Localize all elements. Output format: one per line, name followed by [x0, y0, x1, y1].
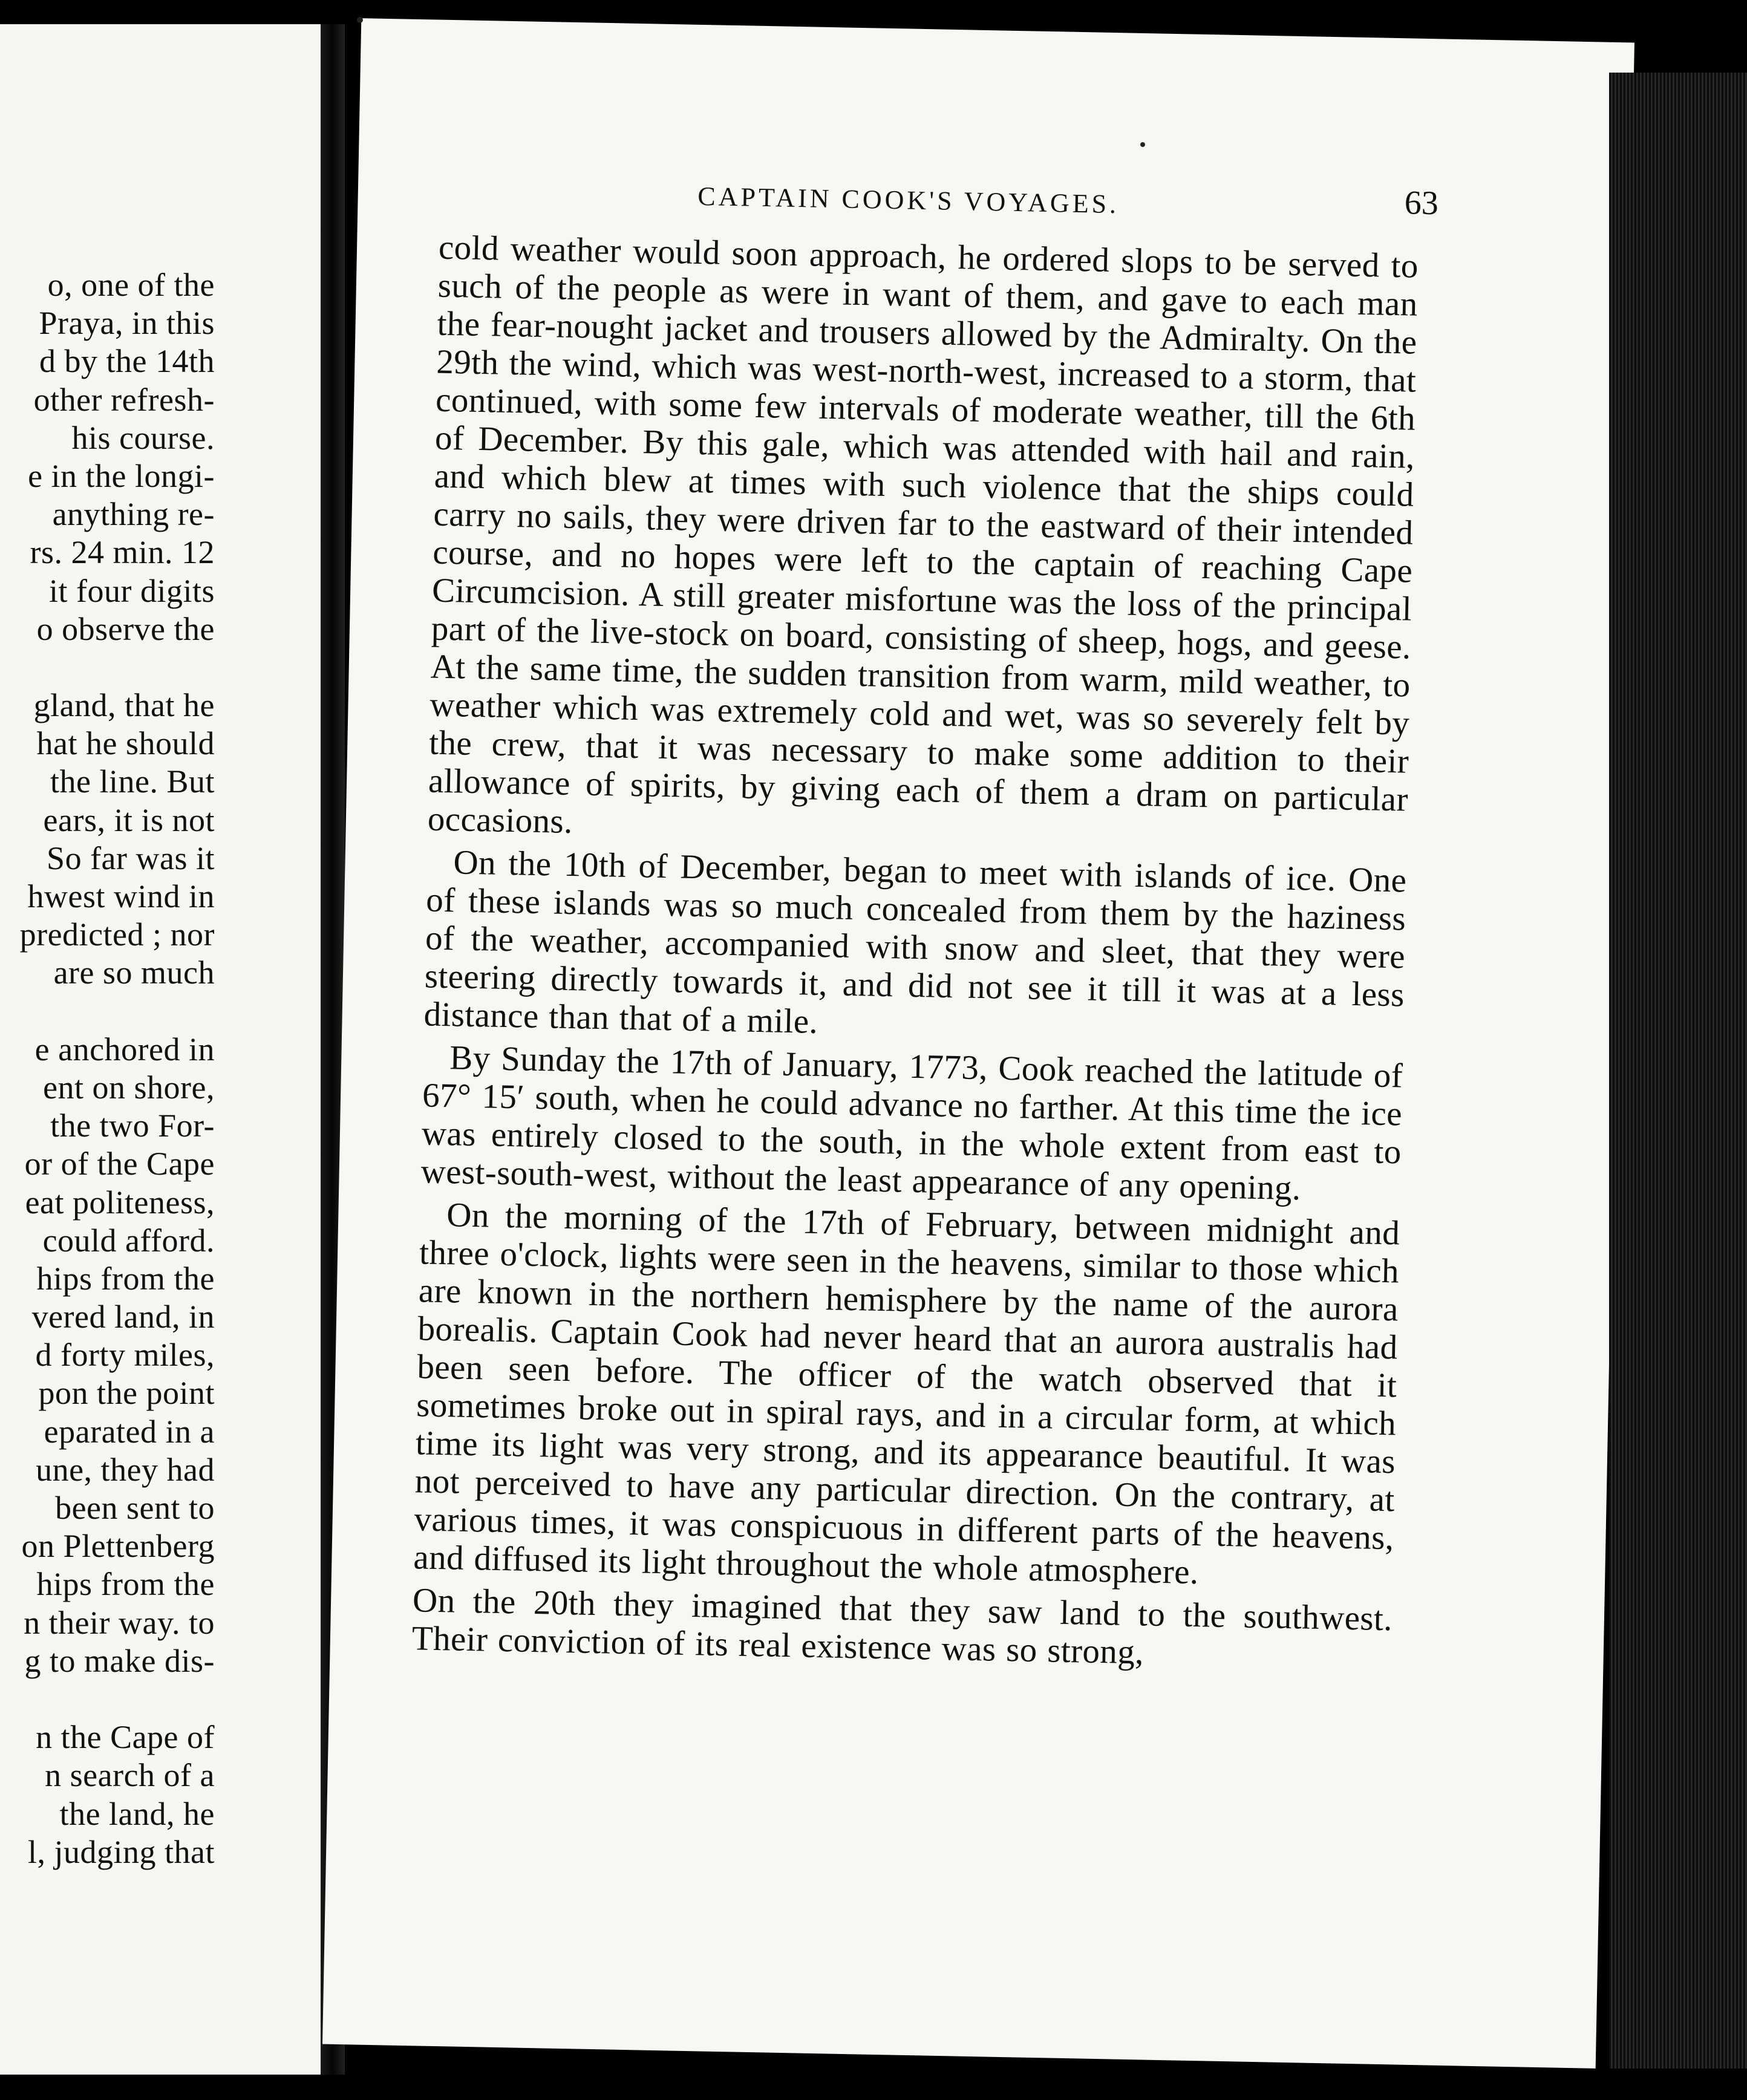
left-page-line: on Plettenberg	[21, 1528, 215, 1565]
left-page-line: it four digits	[49, 572, 215, 609]
left-page-line: pon the point	[38, 1375, 215, 1412]
right-page	[322, 18, 1634, 2069]
left-page-line: n their way. to	[24, 1604, 215, 1641]
left-page-line: vered land, in	[31, 1299, 215, 1335]
left-page-line: eparated in a	[44, 1413, 215, 1450]
left-page-line: the two For-	[50, 1107, 215, 1144]
left-page-line: hips from the	[36, 1566, 215, 1603]
left-page-line: rs. 24 min. 12	[30, 534, 215, 571]
left-page-line: could afford.	[42, 1222, 215, 1259]
left-page-line: d forty miles,	[35, 1337, 215, 1374]
left-page-line: are so much	[53, 954, 215, 991]
scan-speck	[1140, 142, 1145, 147]
paragraph: On the 20th they imagined that they saw land to the southwest. Their conviction of its real existence was so strong,	[411, 1581, 1393, 1672]
paragraph: On the 10th of December, began to meet with islands of ice. One of these islands was so much concealed from them by the haziness of the weather, accompanied with snow and sleet, that they were steering directly towards it, and did not see it till it was at a less distance than that of a mile.	[423, 843, 1407, 1041]
left-page-line: eat politeness,	[25, 1184, 215, 1221]
left-page-line: o observe the	[36, 610, 215, 647]
left-page-line: been sent to	[55, 1490, 215, 1526]
left-page-line: Praya, in this	[39, 305, 215, 342]
scan-speck	[357, 17, 363, 23]
left-page-line: d by the 14th	[39, 343, 215, 380]
left-page-line: ent on shore,	[43, 1069, 215, 1106]
left-page-line	[0, 993, 215, 1031]
left-page-line: his course.	[71, 419, 215, 456]
left-page-line: une, they had	[36, 1451, 215, 1488]
left-page-line: hwest wind in	[27, 878, 215, 915]
left-page-line: hips from the	[36, 1260, 215, 1297]
left-page-line: e in the longi-	[28, 457, 215, 494]
left-page-line: ears, it is not	[43, 801, 215, 838]
left-page-line: other refresh-	[33, 381, 215, 418]
left-page-line: So far was it	[47, 840, 215, 876]
left-page-text	[0, 266, 215, 1871]
left-page-line	[0, 648, 215, 686]
left-page-line: the land, he	[59, 1795, 215, 1832]
paragraph: On the morning of the 17th of February, between midnight and three o'clock, lights were seen in the heavens, similar to those which are known in the northern hemisphere by the name of the aurora borealis. Captain Cook had never heard that an aurora australis had been seen before. The officer of the watch observed that it sometimes broke out in spiral rays, and in a circular form, at which time its light was very strong, and its appearance beautiful. It was not perceived to have any particular direction. On the contrary, at various times, it was conspicuous in different parts of the heavens, and diffused its light throughout the whole atmosphere.	[413, 1196, 1400, 1592]
left-page-line: e anchored in	[34, 1031, 215, 1068]
left-page-line: o, one of the	[47, 267, 215, 303]
paragraph: cold weather would soon approach, he ordered slops to be served to such of the people as were in want of them, and gave to each man the fear-nought jacket and trousers allowed by the Admiralty. On the 29th the wind, which was west-north-west, increased to a storm, that continued, with some few intervals of moderate weather, till the 6th of December. By this gale, which was attended with hail and rain, and which blew at times with such violence that the ships could carry no sails, they were driven far to the eastward of their intended course, and no hopes were left to the captain of reaching Cape Circumcision. A still greater misfortune was the loss of the principal part of the live-stock on board, consisting of sheep, hogs, and geese. At the same time, the sudden transition from warm, mild weather, to weather which was extremely cold and wet, was so severely felt by the crew, that it was necessary to make some addition to their allowance of spirits, by giving each of them a dram on particular occasions.	[427, 228, 1419, 841]
page-number: 63	[1404, 184, 1439, 223]
left-page-line: the line. But	[50, 763, 215, 800]
left-page-line: l, judging that	[28, 1833, 215, 1870]
page-stack-edge	[1609, 73, 1747, 2069]
left-page-line	[0, 1680, 215, 1718]
left-page	[0, 24, 327, 2075]
left-page-line: hat he should	[36, 725, 215, 762]
left-page-line: predicted ; nor	[19, 916, 215, 953]
left-page-line: g to make dis-	[24, 1642, 215, 1679]
left-page-line: gland, that he	[33, 687, 215, 724]
running-head: CAPTAIN COOK'S VOYAGES.	[697, 181, 1120, 220]
paragraph: By Sunday the 17th of January, 1773, Cook reached the latitude of 67° 15′ south, when he could advance no farther. At this time the ice was entirely closed to the south, in the whole extent from east to west-south-west, without the least appearance of any opening.	[420, 1039, 1403, 1208]
left-page-line: n search of a	[45, 1757, 215, 1794]
left-page-line: n the Cape of	[36, 1719, 215, 1756]
left-page-line: or of the Cape	[24, 1146, 215, 1182]
body-text	[411, 229, 1419, 1677]
left-page-line: anything re-	[52, 496, 215, 533]
